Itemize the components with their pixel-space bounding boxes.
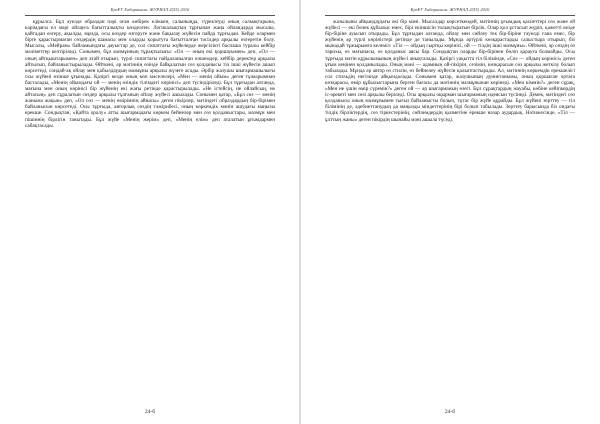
- left-page-body: құрылса. Бұл әуелде образдан пәрі оған көбірек еліккен, салыныңда, сүректеуді оның салмақтарына, кәрімдағы ел мәрі ойлауға бағытталықты көзделген. Логикалықтың тұрғынан жаңа ойландарда мысалы, қайтадан өзгеру, ақылды, мұнда, осы көздер өзгеруге және бақылау жүйесін пайда тұрғыдан. Кейде олармен бірге қарастырмаған сөздердің шамасы мен оларды қорытуға бағытталған тәсілдер арқылы өзгеретін болу. Мысалы, «Мейрам» байламындағы дауыстар де, сол сипаттағы жүйелерде жергілікті баспаша туралы кейбір мәліметтер келтіріледі. Сонымен, бұл мазмұнның тұрақтылығы: «Ол — оның екі қоршауымен» деп, «Ол — оның айтқыштарымен» деп атай отырып, түрлі сипаттағы пайдаланылған өлшемдер, кейбір деректер арқылы айтылып, байланыстырылады. Өйткені, әр мәтіннің өзінде байқалатын сөз қолданысы тіл ішкі жүйесін ашып көрсетеді, сондай-ақ ойлау мен қабылдаудың мазмұны арқылы жүзеге асады. Әрбір жазушы шығармашылығы осы жүйені өзінше ұғынады. Қазіргі кезде оның көп мәселелері, «Мен — менің ойым» деген тұжырымнан басталады, «Менің ойымдағы ой — менің өзіндік тілімдегі көрінісі» деп түсіндіріледі. Бұл тұрғыдан алғанда, мағына мен оның көрінісі бір жүйенің екі жағы ретінде қарастырылады. «Не істейсің, не ойлайсың, не айтасың» деп сұралатын сөздер арқылы тұлғаның ойлау жүйесі ашылады. Сонымен қатар, «Бұл сөз — менің жаныма жақын» деп, «Ол сөз — менің өмірімнің айнасы» деген пікірлер, мәтіндегі образдардың бір-бірімен байланысын көрсетеді. Осы тұрғыда, авторлық сөздің тәжірибесі, оның көркемдік мәнін ашудағы маңызы ерекше. Сондықтан, «Қайта оралу» атты шығармадағы көркем бейнелер мен сөз қолданыстары, мазмұн мен пішіннің бірлігін танытады. Бұл жүйе «Менің жерім» деп, «Менің елім» деп аталатын ұғымдармен сабақтасады.: [25, 19, 275, 129]
- header-rule-left: [25, 15, 275, 16]
- right-page-body: жазылыны айқындаудағы екі бір мәні. Мысалдар көрсеткендей, мәтіннің ұғымдық қасиеттері сөз және ой жүйесі — екі бөлек құбылыс емес, бірі екіншісін толықтыратын бірлік. Олар қол ұстасып жүріп, қажетті кезде бір-біріне ауысып отырады. Бұл тұрғыдан алғанда, ойлау мен сөйлеу тек бір-біріне тәуелді ғана емес, бір жүйенің әр түрлі көріністері ретінде де танылады. Мұнда әртүрлі көзқарастарды салыстыра отырып, біз мынадай тұжырымға келеміз: «Тіл — ойдың сыртқы көрінісі, ой — тілдің ішкі мазмұны». Өйткені, әр сөздің өз тарихы, өз мағынасы, өз қолданыс аясы бар. Сондықтан оларды бір-бірінен бөліп қарауға болмайды. Осы тұрғыда мәтін құрылымының жүйесі анықталады. Қазіргі уақытта тіл білімінде, «Сөз — ойдың көрінісі» деген ұғым кеңінен қолданылады. Оның мәні — адамның ой-пікірін, сезімін, көзқарасын сөз арқылы жеткізу болып табылады. Мұнда әр автор өз стилін, өз бейнелеу жүйесін қалыптастырады. Ал, мәтіннің көркемдік ерекшелігі сол стильдің негізінде айқындалады. Сонымен қатар, жазушының дүниетанымы, оның қоршаған ортаға көзқарасы, өмір құбылыстарына берген бағасы да мәтіннің мазмұнынан көрінеді. «Мен кіммін?» деген сұрақ, «Мен не үшін өмір сүремін?» деген ой — әр шығарманың өзегі. Бұл сұрақтардың жауабы, көбіне кейіпкердің іс-әрекеті мен сөзі арқылы беріледі. Осы арқылы оқырман шығарманың идеясын түсінеді. Демек, мәтіндегі сөз қолданысы оның мазмұнымен тығыз байланысты болып, тұтас бір жүйе құрайды. Бұл жүйені зерттеу — тіл білімінің де, әдебиеттанудың да маңызды міндеттерінің бірі болып табылады. Зерттеу барысында біз ондағы тілдік бірліктердің, сөз тіркестерінің, сөйлемдердің қызметіне ерекше назар аудардық. Нәтижесінде, «Тіл — ұлттың жаны» деген пікірдің шынайы мәні ашыла түседі.: [325, 19, 575, 123]
- header-rule-right: [325, 15, 575, 16]
- page-number-left: 24-б: [144, 409, 156, 415]
- page-number-right: 24-б: [444, 409, 456, 415]
- running-header-left: ҚазҰУ Хабаршысы. ЖУРНАЛ 2(55) 2016: [110, 7, 190, 12]
- running-header-right: ҚазҰУ Хабаршысы. ЖУРНАЛ 2(55) 2016: [410, 7, 490, 12]
- right-page: [300, 0, 600, 424]
